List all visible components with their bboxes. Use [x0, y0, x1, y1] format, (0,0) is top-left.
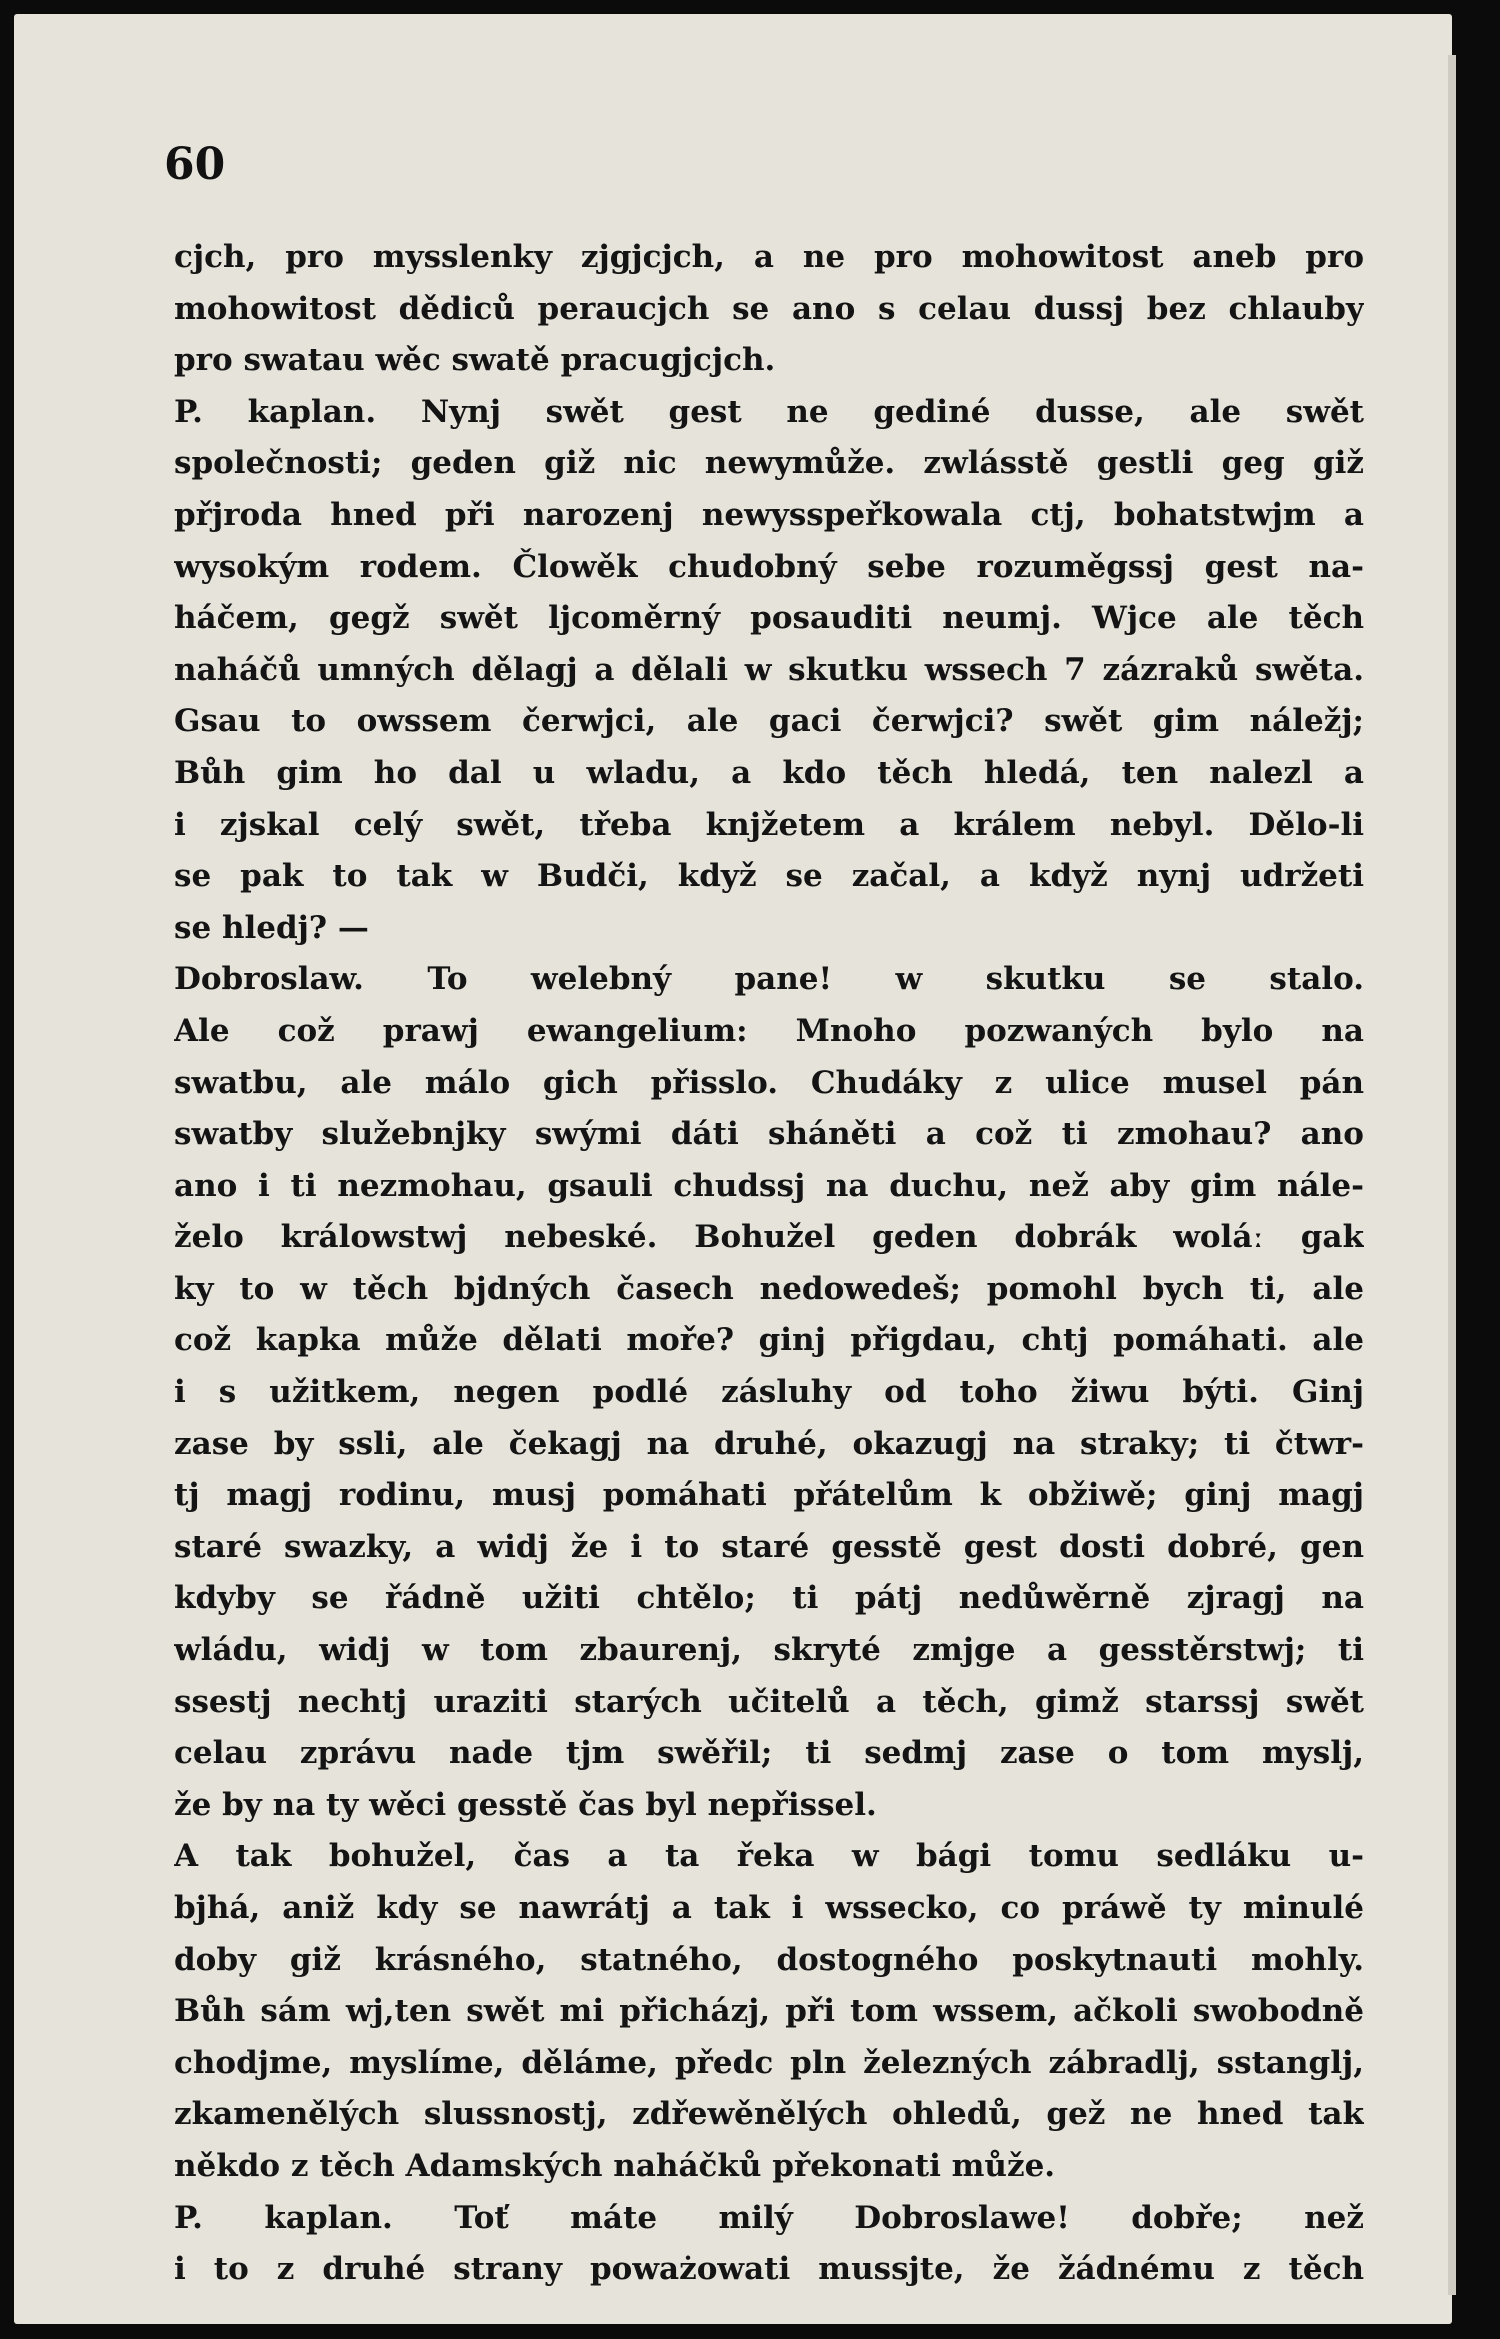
text-line: pro swatau wěc swatě pracugjcjch. [174, 342, 776, 379]
text-line: společnosti; geden giž nic newymůže. zwlásstě gestli geg giž [174, 445, 1364, 482]
page-edge [1448, 55, 1456, 2295]
text-line: wysokým rodem. Člowěk chudobný sebe rozuměgssj gest na- [174, 548, 1364, 585]
text-line: P. kaplan. Toť máte milý Dobroslawe! dobře; než [174, 2199, 1364, 2236]
text-line: ano i ti nezmohau, gsauli chudssj na duchu, než aby gim nále- [174, 1167, 1364, 1204]
text-line: ssestj nechtj uraziti starých učitelů a těch, gimž starssj swět [174, 1683, 1364, 1720]
text-line: naháčů umných dělagj a dělali w skutku wssech 7 zázraků swěta. [174, 651, 1364, 688]
body-text [174, 232, 1364, 2296]
text-line: zase by ssli, ale čekagj na druhé, okazugj na straky; ti čtwr- [174, 1425, 1364, 1462]
page-number: 60 [164, 139, 226, 190]
text-line: želo králowstwj nebeské. Bohužel geden dobrák woláː gak [174, 1219, 1364, 1256]
text-line: i zjskal celý swět, třeba knjžetem a králem nebyl. Dělo-li [174, 806, 1364, 843]
text-line: i to z druhé strany poważowati mussjte, že žádnému z těch [174, 2251, 1364, 2288]
text-line: Gsau to owssem čerwjci, ale gaci čerwjci? swět gim náležj; [174, 703, 1364, 740]
text-line: Bůh sám wj,ten swět mi přicházj, při tom wssem, ačkoli swobodně [174, 1993, 1364, 2030]
book-page [14, 14, 1452, 2324]
text-line: bjhá, aniž kdy se nawrátj a tak i wssecko, co práwě ty minulé [174, 1890, 1364, 1926]
text-line: tj magj rodinu, musj pomáhati přátelům k obžiwě; ginj magj [174, 1477, 1364, 1514]
text-line: Ale což prawj ewangelium: Mnoho pozwaných bylo na [174, 1012, 1364, 1049]
text-line: ky to w těch bjdných časech nedowedeš; pomohl bych ti, ale [174, 1270, 1364, 1307]
text-line: kdyby se řádně užiti chtělo; ti pátj nedůwěrně zjragj na [174, 1580, 1364, 1617]
text-line: chodjme, myslíme, děláme, předc pln železných zábradlj, sstanglj, [174, 2044, 1364, 2081]
text-line: swatbu, ale málo gich přisslo. Chudáky z ulice musel pán [174, 1064, 1364, 1101]
text-line: Dobroslaw. To welebný pane! w skutku se stalo. [174, 961, 1364, 998]
text-line: doby giž krásného, statného, dostogného poskytnauti mohly. [174, 1941, 1364, 1978]
text-line: swatby služebnjky swými dáti sháněti a což ti zmohau? ano [174, 1116, 1364, 1153]
text-line: cjch, pro mysslenky zjgjcjch, a ne pro mohowitost aneb pro [174, 239, 1364, 275]
text-line: mohowitost dědiců peraucjch se ano s celau dussj bez chlauby [174, 290, 1364, 327]
text-line: zkamenělých slussnostj, zdřewěnělých ohledů, gež ne hned tak [174, 2096, 1364, 2133]
text-line: že by na ty wěci gesstě čas byl nepřissel. [174, 1786, 877, 1823]
text-line: staré swazky, a widj že i to staré gesstě gest dosti dobré, gen [174, 1528, 1364, 1565]
text-line: A tak bohužel, čas a ta řeka w bági tomu sedláku u- [174, 1838, 1364, 1875]
text-line: háčem, gegž swět ljcoměrný posauditi neumj. Wjce ale těch [174, 600, 1364, 637]
text-line: wládu, widj w tom zbaurenj, skryté zmjge a gesstěrstwj; ti [174, 1632, 1364, 1669]
text-line: se pak to tak w Budči, když se začal, a když nynj udržeti [174, 858, 1364, 895]
text-line: i s užitkem, negen podlé zásluhy od toho žiwu býti. Ginj [174, 1374, 1364, 1411]
text-line: což kapka může dělati moře? ginj přigdau, chtj pomáhati. ale [174, 1322, 1364, 1359]
text-line: celau zprávu nade tjm swěřil; ti sedmj zase o tom myslj, [174, 1735, 1364, 1772]
text-line: někdo z těch Adamských naháčků překonati může. [174, 2147, 1056, 2184]
text-line: se hledj? — [174, 909, 369, 946]
text-line: Bůh gim ho dal u wladu, a kdo těch hledá, ten nalezl a [174, 754, 1364, 791]
text-line: P. kaplan. Nynj swět gest ne gediné dusse, ale swět [174, 393, 1364, 430]
text-line: přjroda hned při narozenj newysspeřkowala ctj, bohatstwjm a [174, 496, 1364, 533]
